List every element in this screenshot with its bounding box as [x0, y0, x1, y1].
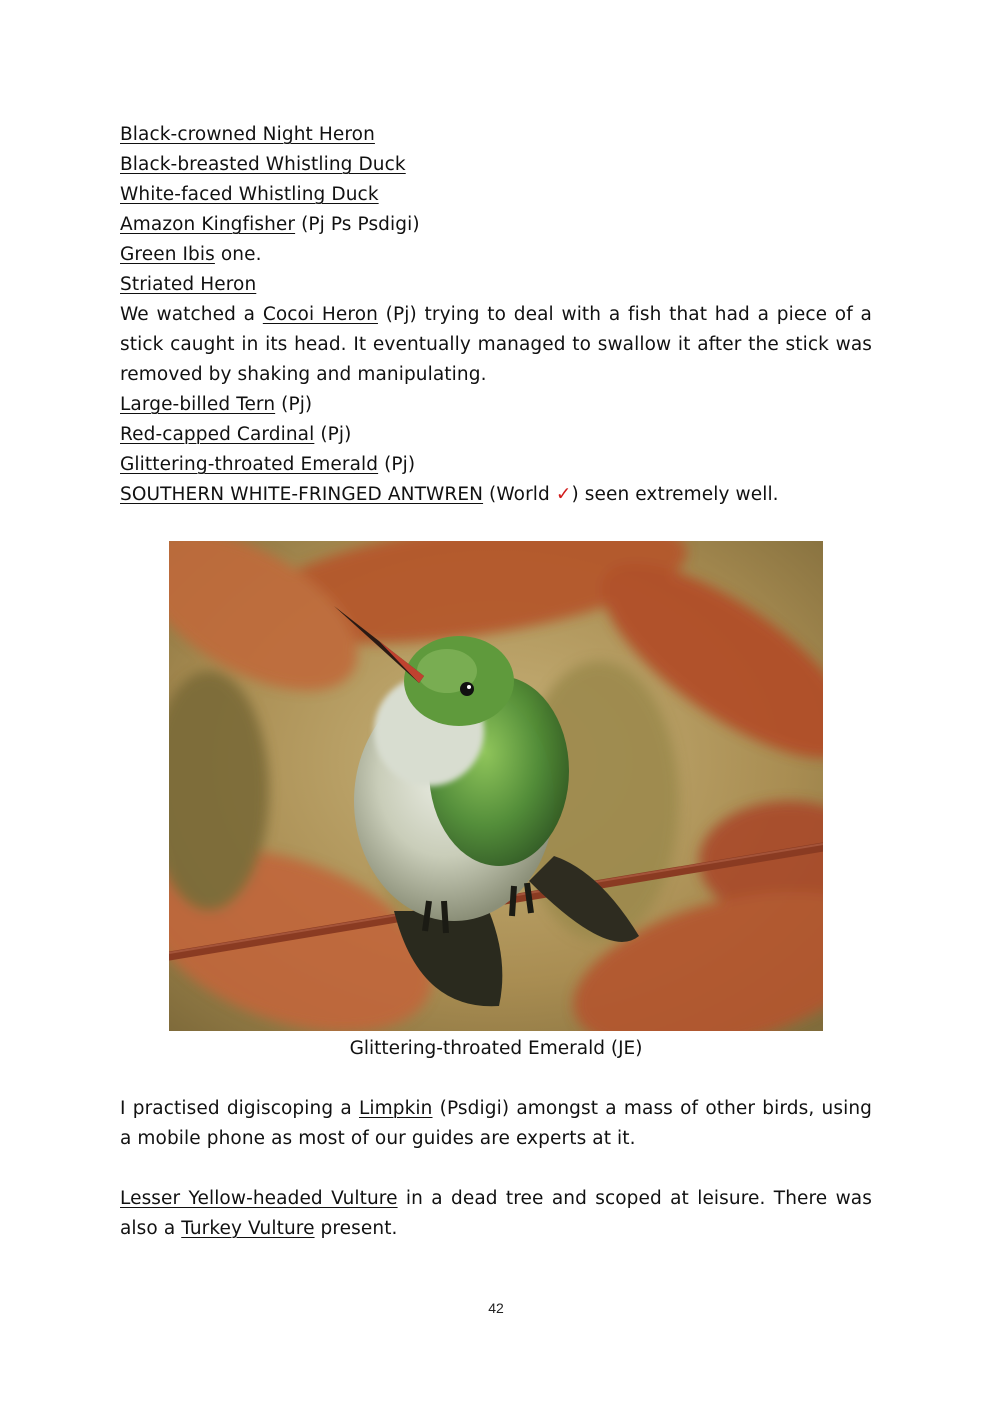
- species-note: (Pj): [314, 424, 352, 445]
- list-item: [120, 150, 872, 180]
- species-link[interactable]: Green Ibis: [120, 244, 215, 265]
- species-link[interactable]: Black-breasted Whistling Duck: [120, 154, 406, 175]
- species-link[interactable]: Red-capped Cardinal: [120, 424, 315, 445]
- paragraph-text: (Pj) trying to deal with a fish that had a piece of a stick caught in its head. It eventually managed to swallow it after the stick was removed by shaking and manipulating.: [120, 304, 872, 385]
- hummingbird-photo: [169, 541, 823, 1031]
- list-item: [120, 210, 872, 240]
- paragraph-text: (Psdigi) amongst a mass of other birds, using a mobile phone as most of our guides are experts at it.: [120, 1098, 872, 1149]
- paragraph-text: I practised digiscoping a: [120, 1098, 359, 1119]
- species-link[interactable]: Limpkin: [359, 1098, 433, 1119]
- page-number: 42: [488, 1300, 504, 1316]
- photo-caption: Glittering-throated Emerald (JE): [349, 1038, 643, 1059]
- species-note: (Pj): [378, 454, 416, 475]
- list-item: [120, 480, 872, 510]
- list-item: [120, 240, 872, 270]
- species-link[interactable]: Turkey Vulture: [181, 1218, 315, 1239]
- species-link[interactable]: White-faced Whistling Duck: [120, 184, 379, 205]
- paragraph-text: present.: [314, 1218, 398, 1239]
- paragraph-text: in a dead tree and scoped at leisure. There was also a: [120, 1188, 872, 1239]
- species-note: ) seen extremely well.: [571, 484, 779, 505]
- list-item: [120, 420, 872, 450]
- vulture-paragraph: [120, 1184, 872, 1244]
- list-item: [120, 180, 872, 210]
- species-note: one.: [214, 244, 262, 265]
- list-item: [120, 120, 872, 150]
- species-note: (World: [483, 484, 556, 505]
- paragraph-text: We watched a: [120, 304, 263, 325]
- species-link[interactable]: Lesser Yellow-headed Vulture: [120, 1188, 398, 1209]
- species-link[interactable]: Black-crowned Night Heron: [120, 124, 375, 145]
- species-link[interactable]: SOUTHERN WHITE-FRINGED ANTWREN: [120, 484, 484, 505]
- list-item: [120, 450, 872, 480]
- species-link[interactable]: Amazon Kingfisher: [120, 214, 296, 235]
- checkmark-icon: ✓: [555, 484, 572, 505]
- list-item: [120, 270, 872, 300]
- species-link[interactable]: Glittering-throated Emerald: [120, 454, 379, 475]
- species-link[interactable]: Cocoi Heron: [262, 304, 378, 325]
- species-link[interactable]: Large-billed Tern: [120, 394, 276, 415]
- species-list: [120, 120, 872, 510]
- species-note: (Pj Ps Psdigi): [295, 214, 420, 235]
- species-link[interactable]: Striated Heron: [120, 274, 257, 295]
- species-note: (Pj): [275, 394, 313, 415]
- list-item: [120, 390, 872, 420]
- limpkin-paragraph: [120, 1094, 872, 1154]
- cocoi-heron-paragraph: [120, 300, 872, 390]
